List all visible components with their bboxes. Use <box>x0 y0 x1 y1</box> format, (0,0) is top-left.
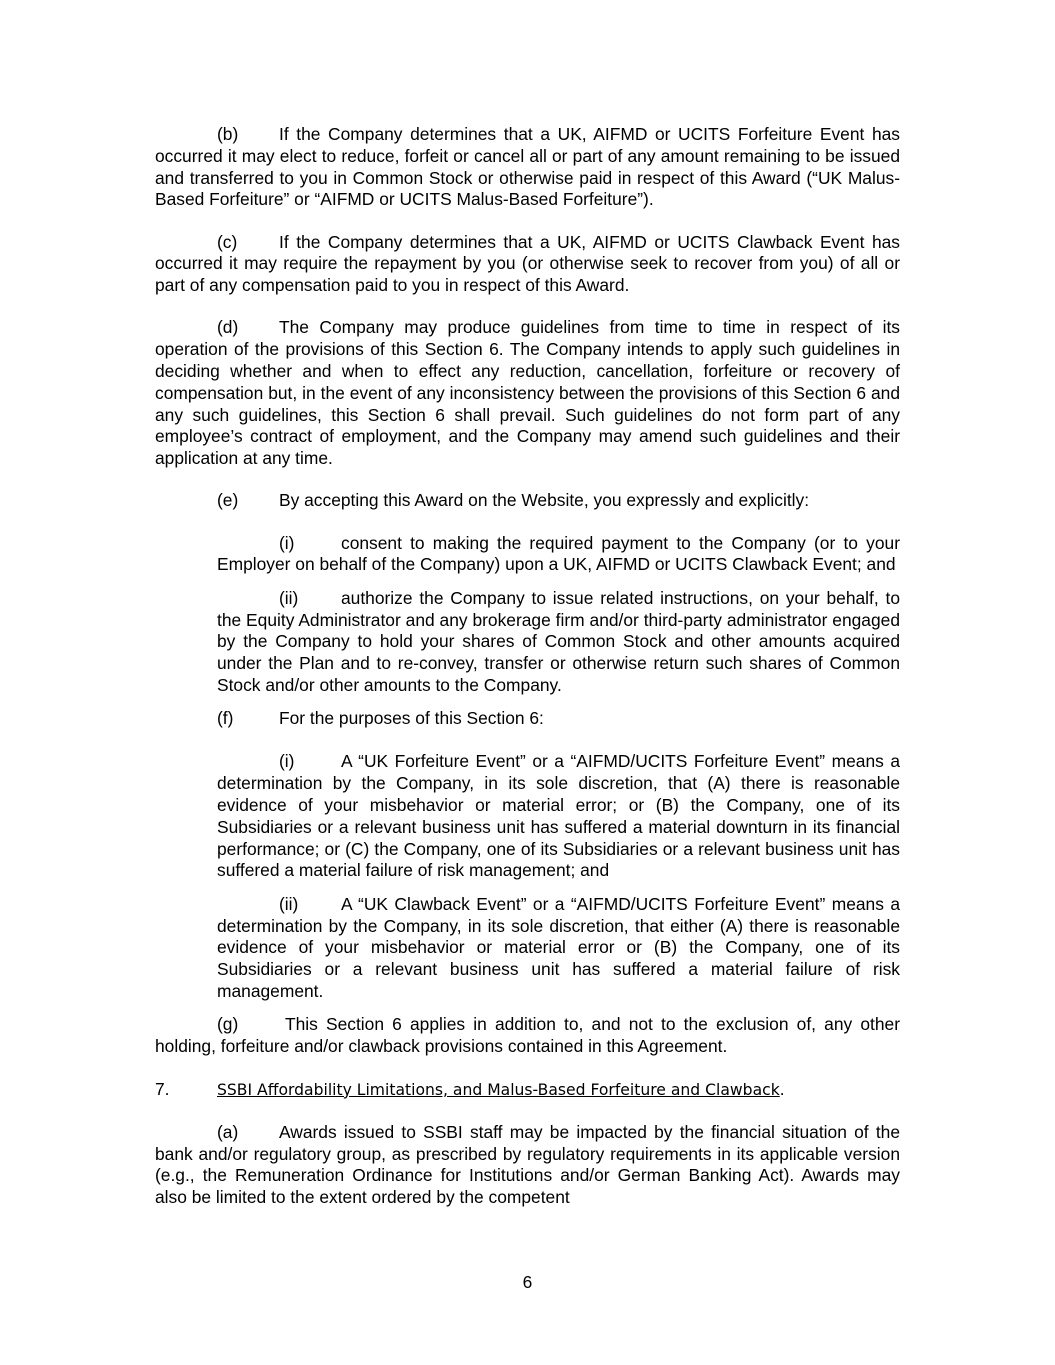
paragraph-f-ii-text: A “UK Clawback Event” or a “AIFMD/UCITS Forfeiture Event” means a determination by the Company, in its sole discretion, that either (A) there is reasonable evidence of your misbehavior or material error or (B) the Company, one of its Subsidiaries or a relevant business unit has suffered a material failure of risk management. <box>217 893 900 1002</box>
section-7-heading <box>155 1079 900 1102</box>
paragraph-c <box>155 232 900 297</box>
section-7-paragraph-a-label: (a) <box>217 1121 239 1142</box>
section-7-title: SSBI Affordability Limitations, and Malus-Based Forfeiture and Clawback <box>217 1080 780 1099</box>
paragraph-e-ii-label: (ii) <box>279 587 299 608</box>
section-7-title-period: . <box>779 1078 785 1099</box>
paragraph-b <box>155 124 900 211</box>
paragraph-d-text: The Company may produce guidelines from time to time in respect of its operation of the provisions of this Section 6. The Company intends to apply such guidelines in deciding whether and when to effect any reduction, cancellation, forfeiture or recovery of compensation but, in the event of any inconsistency between the provisions of this Section 6 and any such guidelines, this Section 6 shall prevail. Such guidelines do not form part of any employee’s contract of employment, and the Company may amend such guidelines and their application at any time. <box>155 317 900 469</box>
paragraph-d-label: (d) <box>217 317 239 338</box>
document-page <box>155 124 900 1209</box>
paragraph-g-text: This Section 6 applies in addition to, and not to the exclusion of, any other holding, forfeiture and/or clawback provisions contained in this Agreement. <box>155 1014 900 1057</box>
paragraph-f <box>217 708 900 730</box>
paragraph-e-i-text: consent to making the required payment to the Company (or to your Employer on behalf of the Company) upon a UK, AIFMD or UCITS Clawback Event; and <box>217 532 900 575</box>
section-7-number: 7. <box>155 1078 170 1099</box>
paragraph-f-ii-label: (ii) <box>279 893 299 914</box>
paragraph-e-label: (e) <box>217 490 239 511</box>
paragraph-e-ii-text: authorize the Company to issue related instructions, on your behalf, to the Equity Administrator and any brokerage firm and/or third-party administrator engaged by the Company to hold your shares of Common Stock and other amounts acquired under the Plan and to re-convey, transfer or otherwise return such shares of Common Stock and/or other amounts to the Company. <box>217 587 900 695</box>
paragraph-e-ii <box>217 588 900 697</box>
paragraph-e-i <box>217 533 900 577</box>
paragraph-e <box>155 490 900 512</box>
paragraph-f-i-label: (i) <box>279 751 295 772</box>
paragraph-d <box>155 317 900 470</box>
paragraph-b-label: (b) <box>217 124 239 144</box>
section-7-paragraph-a-text: Awards issued to SSBI staff may be impacted by the financial situation of the bank and/or regulatory group, as prescribed by regulatory requirements in its applicable version (e.g., the Remuneration Ordinance for Institutions and/or German Banking Act). Awards may also be limited to the extent ordered by the competent <box>155 1121 900 1208</box>
paragraph-f-ii <box>217 894 900 1003</box>
paragraph-f-i-text: A “UK Forfeiture Event” or a “AIFMD/UCITS Forfeiture Event” means a determination by the Company, in its sole discretion, that (A) there is reasonable evidence of your misbehavior or material error; or (B) the Company, one of its Subsidiaries or a relevant business unit has suffered a material downturn in its financial performance; or (C) the Company, one of its Subsidiaries or a relevant business unit has suffered a material failure of risk management; and <box>217 751 900 881</box>
paragraph-e-text: By accepting this Award on the Website, you expressly and explicitly: <box>279 490 810 511</box>
paragraph-g <box>155 1014 900 1058</box>
paragraph-f-i <box>217 751 900 882</box>
paragraph-e-i-label: (i) <box>279 532 295 553</box>
paragraph-g-label: (g) <box>217 1014 239 1035</box>
paragraph-b-text: If the Company determines that a UK, AIFMD or UCITS Forfeiture Event has occurred it may elect to reduce, forfeit or cancel all or part of any amount remaining to be issued and transferred to you in Common Stock or otherwise paid in respect of this Award (“UK Malus-Based Forfeiture” or “AIFMD or UCITS Malus-Based Forfeiture”). <box>155 124 900 210</box>
paragraph-c-label: (c) <box>217 231 238 252</box>
paragraph-f-label: (f) <box>217 708 234 729</box>
section-7-paragraph-a <box>155 1122 900 1209</box>
page-number: 6 <box>522 1272 533 1292</box>
paragraph-f-text: For the purposes of this Section 6: <box>279 708 544 729</box>
paragraph-c-text: If the Company determines that a UK, AIFMD or UCITS Clawback Event has occurred it may require the repayment by you (or otherwise seek to recover from you) of all or part of any compensation paid to you in respect of this Award. <box>155 231 900 296</box>
